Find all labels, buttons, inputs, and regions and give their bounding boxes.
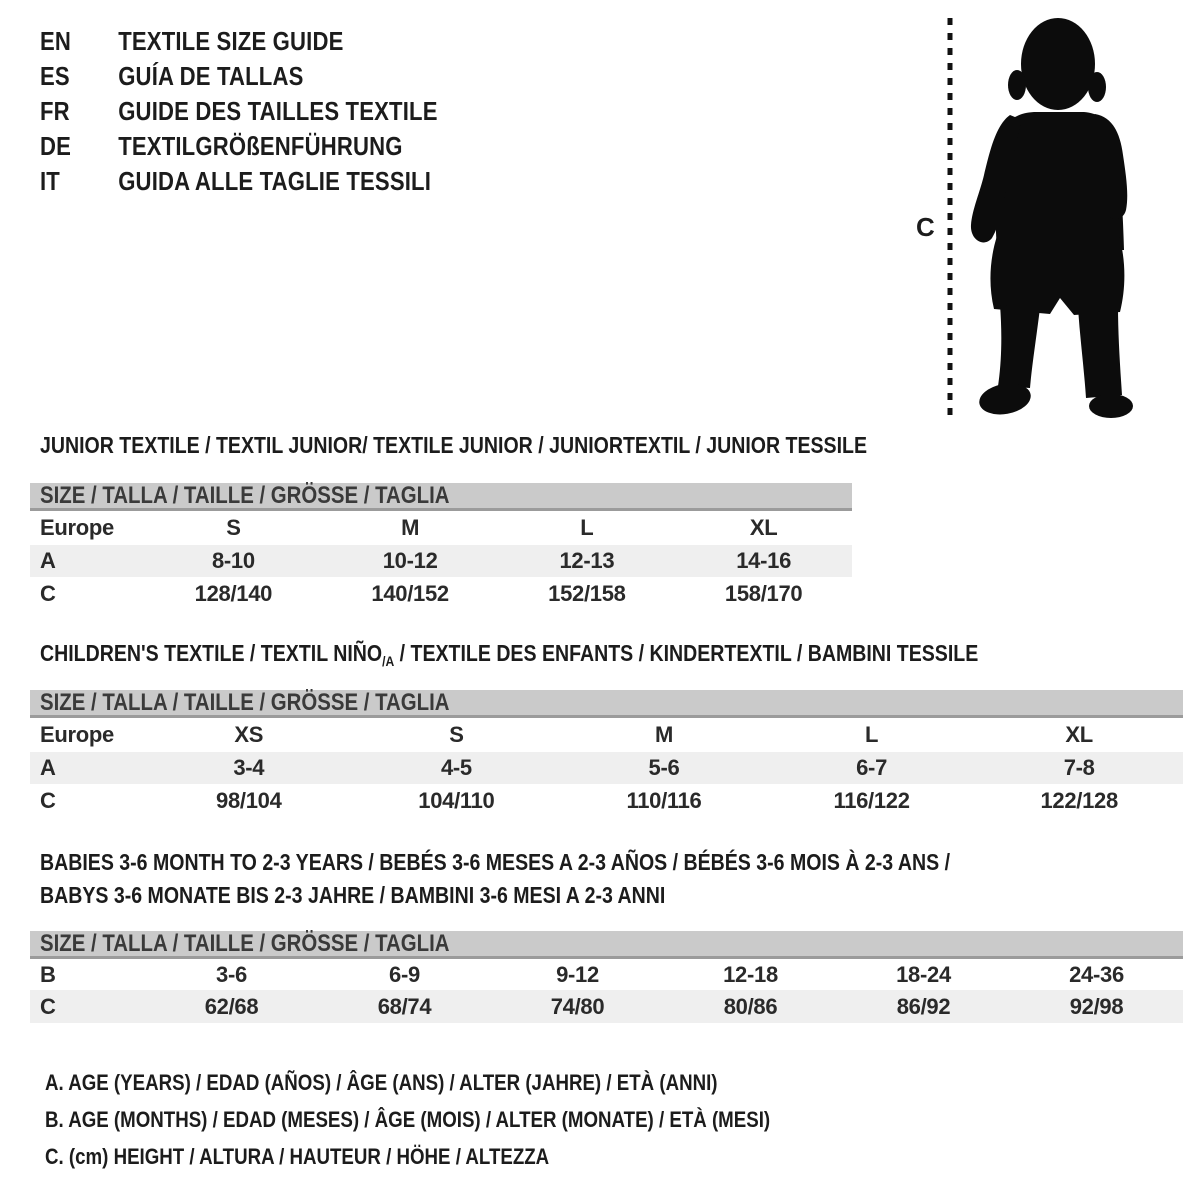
babies-section-heading: BABIES 3-6 MONTH TO 2-3 YEARS / BEBÉS 3-6 MESES A 2-3 AÑOS / BÉBÉS 3-6 MOIS À 2-3 ANS / BABYS 3-6 MONATE BIS 2-3 JAHRE / BAMBINI 3-6 MESI A 2-3 ANNI [40, 849, 951, 908]
months-value: 9-12 [556, 961, 599, 987]
size-col-header: L [865, 722, 879, 747]
age-value: 5-6 [648, 755, 680, 780]
height-value: 128/140 [194, 580, 273, 606]
height-value: 92/98 [1069, 993, 1124, 1019]
language-legend [40, 24, 508, 199]
age-value: 4-5 [440, 755, 472, 780]
legend-title: TEXTILGRÖßENFÜHRUNG [118, 131, 403, 161]
junior-size-table [30, 483, 852, 610]
height-value: 80/86 [723, 993, 778, 1019]
height-value: 122/128 [1040, 787, 1118, 813]
toddler-silhouette-icon [971, 18, 1133, 418]
size-col-header: L [580, 515, 594, 540]
height-value: 116/122 [833, 787, 910, 813]
height-value: 110/116 [626, 787, 702, 813]
size-header-bar [30, 931, 1183, 959]
table-row-age [30, 752, 1183, 784]
size-header-label: SIZE / TALLA / TAILLE / GRÖSSE / TAGLIA [40, 688, 450, 716]
age-value: 7-8 [1063, 755, 1095, 780]
age-value: 6-7 [856, 755, 888, 780]
age-value: 10-12 [382, 548, 438, 573]
legend-row-en [40, 24, 438, 59]
age-value: 3-4 [233, 755, 265, 780]
height-value: 86/92 [896, 993, 951, 1019]
footnote-b: B. AGE (MONTHS) / EDAD (MESES) / ÂGE (MOIS) / ALTER (MONATE) / ETÀ (MESI) [45, 1106, 771, 1132]
row-label: Europe [40, 515, 114, 540]
row-label: C [40, 787, 56, 813]
size-col-header: XL [749, 515, 778, 540]
legend-row-it [40, 164, 438, 199]
row-label: A [40, 755, 56, 780]
table-row-europe [30, 718, 1183, 752]
height-value: 140/152 [371, 580, 449, 606]
language-code: ES [40, 61, 70, 91]
height-value: 104/110 [418, 787, 495, 813]
months-value: 12-18 [723, 961, 778, 987]
language-code: IT [40, 166, 60, 196]
legend-title: TEXTILE SIZE GUIDE [118, 26, 344, 56]
height-value: 74/80 [550, 993, 605, 1019]
row-label: A [40, 548, 56, 573]
children-section-heading: CHILDREN'S TEXTILE / TEXTIL $NIÑO_{/A}$ / TEXTILE DES ENFANTS / KINDERTEXTIL / BAMBINI TESSILE [40, 640, 979, 670]
table-row-height [30, 990, 1183, 1023]
table-row-months [30, 959, 1183, 990]
age-value: 14-16 [736, 548, 792, 573]
size-col-header: S [449, 722, 464, 747]
months-value: 24-36 [1069, 961, 1124, 987]
size-col-header: XS [234, 722, 264, 747]
legend-title: GUIDE DES TAILLES TEXTILE [118, 96, 438, 126]
legend-title: GUÍA DE TALLAS [118, 61, 304, 91]
size-col-header: M [401, 515, 420, 540]
table-row-height [30, 784, 1183, 817]
row-label: C [40, 580, 56, 606]
height-value: 158/170 [724, 580, 803, 606]
babies-size-table [30, 931, 1183, 1023]
size-col-header: S [226, 515, 241, 540]
legend-title: GUIDA ALLE TAGLIE TESSILI [118, 166, 432, 196]
footnote-a: A. AGE (YEARS) / EDAD (AÑOS) / ÂGE (ANS) / ALTER (JAHRE) / ETÀ (ANNI) [45, 1069, 718, 1095]
language-code: DE [40, 131, 72, 161]
legend-row-fr [40, 94, 438, 129]
months-value: 18-24 [896, 961, 951, 987]
size-header-label: SIZE / TALLA / TAILLE / GRÖSSE / TAGLIA [40, 481, 450, 509]
age-value: 8-10 [211, 548, 255, 573]
legend-row-de [40, 129, 438, 164]
table-row-europe [30, 511, 852, 545]
size-col-header: M [654, 722, 673, 747]
size-col-header: XL [1065, 722, 1093, 747]
heading-subscript: /A [382, 654, 395, 670]
height-value: 152/158 [548, 580, 626, 606]
language-code: EN [40, 26, 72, 56]
table-row-age [30, 545, 852, 577]
size-header-label: SIZE / TALLA / TAILLE / GRÖSSE / TAGLIA [40, 929, 450, 957]
height-measure-label: C [916, 212, 935, 242]
age-value: 12-13 [559, 548, 615, 573]
measure-legend [45, 1064, 898, 1175]
row-label: C [40, 993, 56, 1019]
row-label: B [40, 961, 56, 987]
size-header-bar [30, 483, 852, 511]
height-value: 68/74 [377, 993, 432, 1019]
size-header-bar [30, 690, 1183, 718]
language-code: FR [40, 96, 70, 126]
junior-section-heading: JUNIOR TEXTILE / TEXTIL JUNIOR/ TEXTILE JUNIOR / JUNIORTEXTIL / JUNIOR TESSILE [40, 432, 868, 458]
height-measure-figure [900, 10, 1200, 430]
row-label: Europe [40, 722, 114, 747]
height-value: 98/104 [216, 787, 282, 813]
legend-row-es [40, 59, 438, 94]
height-value: 62/68 [204, 993, 259, 1019]
table-row-height [30, 577, 852, 610]
children-size-table [30, 690, 1183, 817]
footnote-c: C. (cm) HEIGHT / ALTURA / HAUTEUR / HÖHE / ALTEZZA [45, 1143, 550, 1169]
months-value: 6-9 [389, 961, 420, 987]
months-value: 3-6 [216, 961, 247, 987]
